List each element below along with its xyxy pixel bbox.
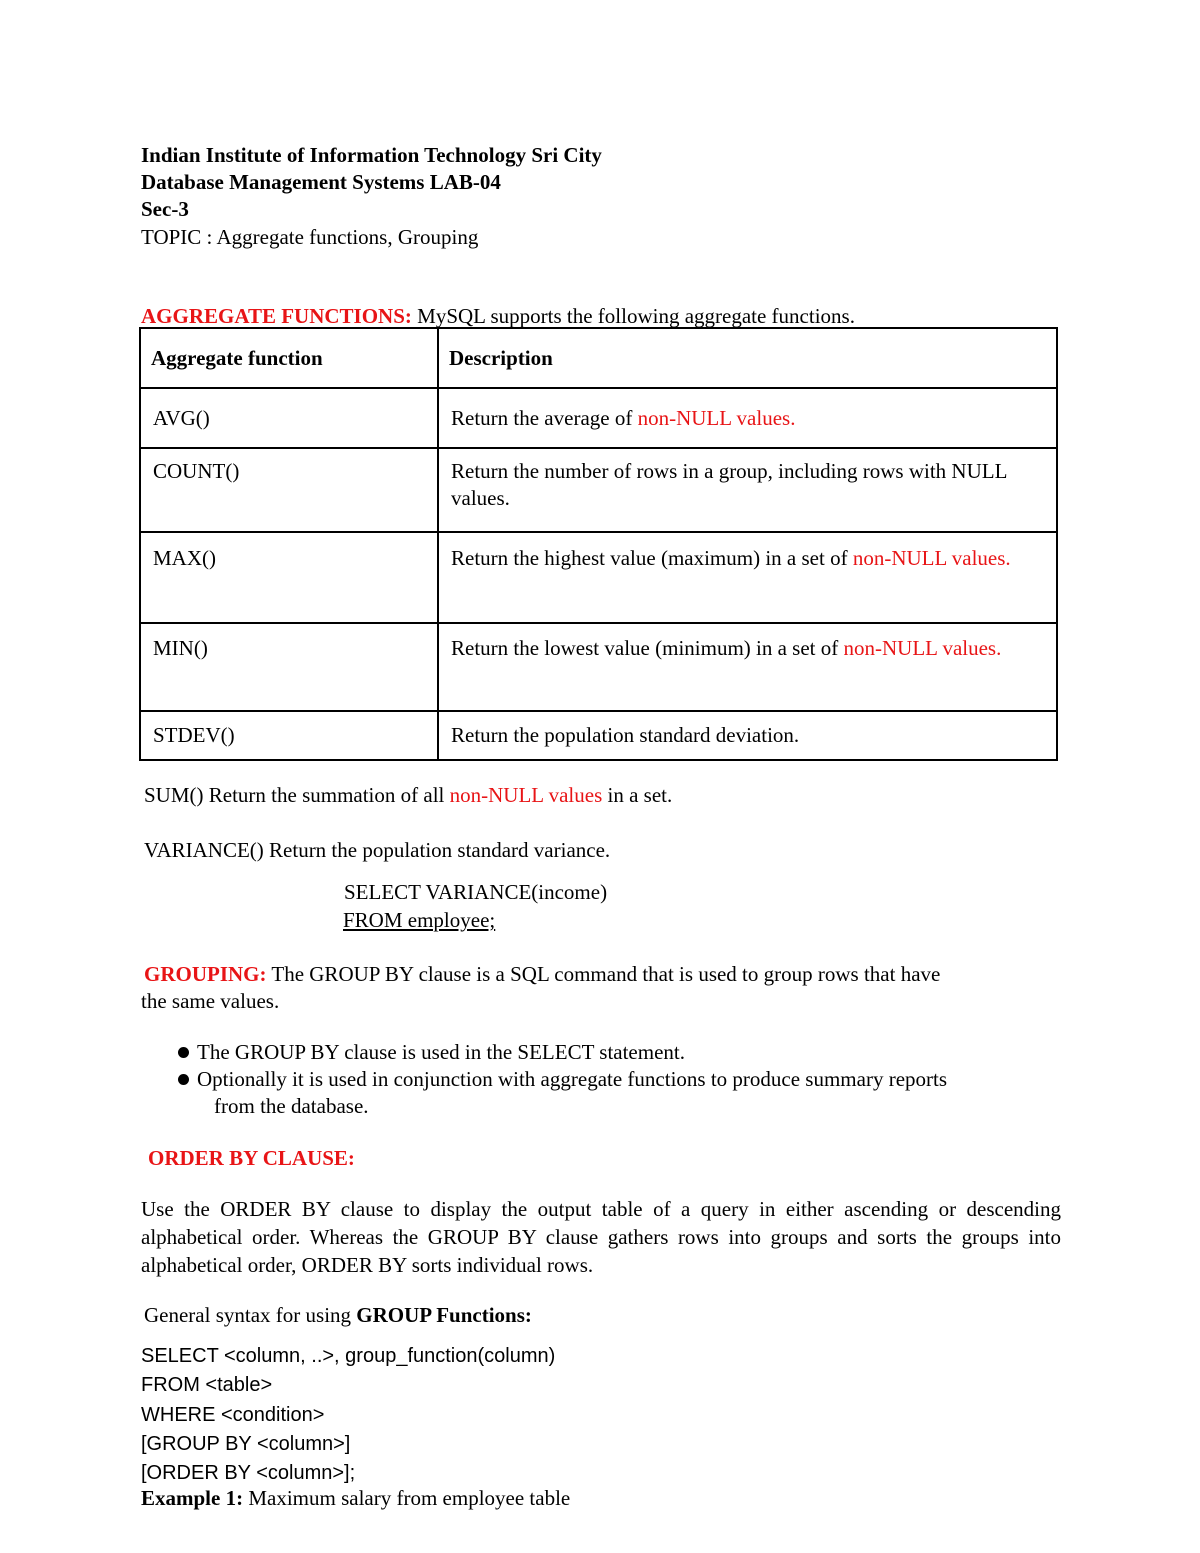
list-item: [178, 1067, 947, 1092]
syntax-intro: [144, 1303, 532, 1328]
table-row: [140, 388, 1057, 448]
aggregate-intro: MySQL supports the following aggregate functions.: [411, 304, 855, 328]
description-highlight: non-NULL values.: [637, 405, 796, 430]
function-description: [438, 532, 1057, 623]
grouping-line1: [144, 962, 940, 987]
function-description: [438, 388, 1057, 448]
list-item-continuation: from the database.: [214, 1094, 369, 1118]
syntax-intro-bold: GROUP Functions:: [356, 1303, 532, 1327]
function-name: AVG(): [140, 388, 438, 448]
bullet-icon: [178, 1074, 189, 1085]
description-text: Return the highest value (maximum) in a set of: [451, 546, 853, 570]
example1-text: Maximum salary from employee table: [243, 1486, 571, 1510]
function-description: [438, 623, 1057, 711]
function-name: STDEV(): [140, 711, 438, 760]
example1-line: [141, 1486, 570, 1511]
function-name: COUNT(): [140, 448, 438, 532]
syntax-line: SELECT <column, ..>, group_function(column): [141, 1345, 556, 1367]
function-description: [438, 711, 1057, 760]
sum-text-end: in a set.: [602, 783, 673, 807]
function-name: MIN(): [140, 623, 438, 711]
table-row: [140, 711, 1057, 760]
description-text: Return the average of: [451, 405, 638, 430]
sum-description: [144, 783, 672, 808]
column-header-description: Description: [438, 328, 1057, 388]
syntax-line: FROM <table>: [141, 1374, 273, 1396]
description-text: Return the number of rows in a group, including rows with NULL values.: [451, 459, 1007, 510]
topic-line: TOPIC : Aggregate functions, Grouping: [141, 225, 479, 249]
syntax-line: WHERE <condition>: [141, 1404, 325, 1426]
list-item: [178, 1040, 685, 1065]
bullet-text: Optionally it is used in conjunction with aggregate functions to produce summary reports: [197, 1067, 948, 1091]
variance-description: VARIANCE() Return the population standard variance.: [144, 838, 611, 862]
function-name: MAX(): [140, 532, 438, 623]
orderby-heading: ORDER BY CLAUSE:: [148, 1146, 355, 1170]
description-text: Return the lowest value (minimum) in a set of: [451, 636, 844, 660]
grouping-line2: the same values.: [141, 989, 280, 1013]
syntax-line: [ORDER BY <column>];: [141, 1462, 356, 1484]
function-description: [438, 448, 1057, 532]
course-title: Database Management Systems LAB-04: [141, 170, 501, 194]
description-highlight: non-NULL values.: [843, 636, 1002, 660]
bullet-icon: [178, 1047, 189, 1058]
aggregate-heading-line: [141, 304, 855, 329]
syntax-intro-text: General syntax for using: [144, 1303, 357, 1327]
description-highlight: non-NULL values.: [852, 546, 1011, 570]
orderby-paragraph: Use the ORDER BY clause to display the output table of a query in either ascending or descending alphabetical order. Whereas the GROUP BY clause gathers rows into groups and sorts the groups into alphabetical order, ORDER BY sorts individual rows.: [141, 1197, 1061, 1277]
variance-example-line1: SELECT VARIANCE(income): [344, 880, 608, 904]
sum-highlight: non-NULL values: [449, 783, 603, 807]
table-row: [140, 448, 1057, 532]
description-text: Return the population standard deviation.: [451, 723, 800, 747]
institute-title: Indian Institute of Information Technology Sri City: [141, 143, 602, 167]
variance-example-line2: FROM employee;: [343, 908, 496, 932]
aggregate-table: [139, 327, 1058, 761]
table-header-row: [140, 328, 1057, 388]
table-row: [140, 623, 1057, 711]
grouping-text: The GROUP BY clause is a SQL command that is used to group rows that have: [266, 962, 941, 986]
table-row: [140, 532, 1057, 623]
section-label: Sec-3: [141, 197, 189, 221]
syntax-line: [GROUP BY <column>]: [141, 1433, 351, 1455]
bullet-text: The GROUP BY clause is used in the SELECT statement.: [197, 1040, 685, 1064]
sum-text: SUM() Return the summation of all: [144, 783, 450, 807]
example1-label: Example 1:: [141, 1486, 244, 1510]
column-header-function: Aggregate function: [140, 328, 438, 388]
aggregate-heading: AGGREGATE FUNCTIONS:: [141, 304, 412, 328]
grouping-heading: GROUPING:: [144, 962, 267, 986]
